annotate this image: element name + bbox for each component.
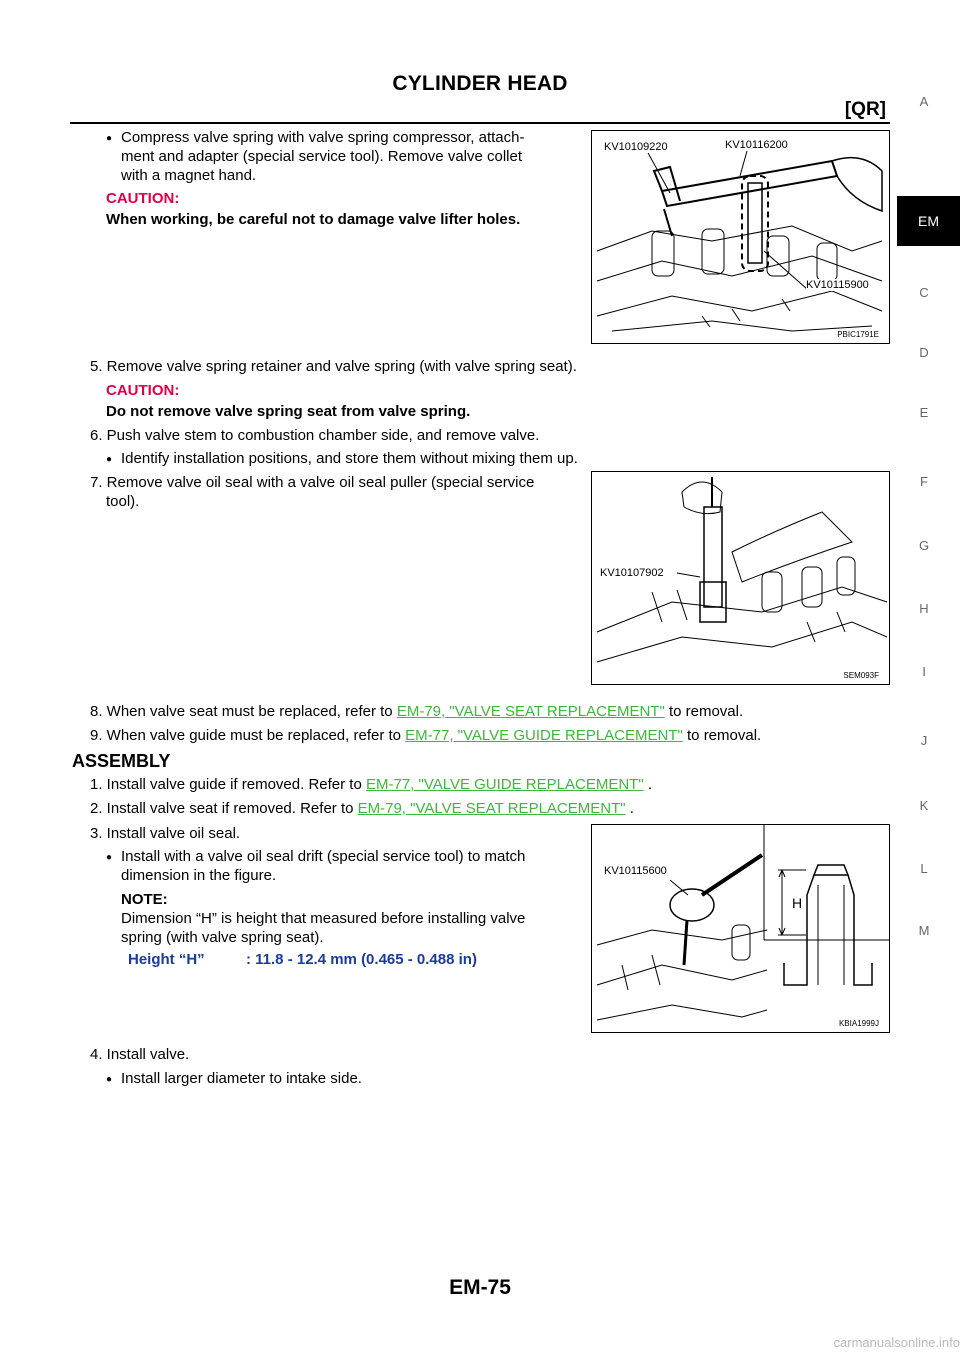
page-title: CYLINDER HEAD (392, 72, 568, 95)
caution-2-text: Do not remove valve spring seat from valve spring. (106, 403, 471, 420)
step-6: 6. Push valve stem to combustion chamber side, and remove valve. (90, 427, 540, 444)
caution-1-label: CAUTION: (106, 190, 180, 207)
index-m[interactable]: M (918, 923, 930, 938)
link-valve-seat-replacement[interactable]: EM-79, "VALVE SEAT REPLACEMENT" (396, 703, 665, 720)
height-spec-value: : 11.8 - 12.4 mm (0.465 - 0.488 in) (246, 951, 477, 968)
tool-label-kv10116200: KV10116200 (725, 139, 788, 151)
step-8: 8. When valve seat must be replaced, refer to EM-79, "VALVE SEAT REPLACEMENT" to removal. (90, 703, 744, 720)
section-heading-assembly: ASSEMBLY (72, 751, 171, 771)
figure-code: KBIA1999J (838, 1019, 879, 1028)
index-k[interactable]: K (919, 798, 929, 813)
page-number: EM-75 (449, 1276, 511, 1299)
drift-illustration (592, 825, 889, 1032)
step-9: 9. When valve guide must be replaced, refer to EM-77, "VALVE GUIDE REPLACEMENT" to removal. (90, 727, 762, 744)
caution-1-text: When working, be careful not to damage valve lifter holes. (106, 211, 521, 228)
link-valve-seat-replacement-2[interactable]: EM-79, "VALVE SEAT REPLACEMENT" (357, 800, 626, 817)
index-f[interactable]: F (920, 474, 928, 489)
assembly-step-4-bullet: ● Install larger diameter to intake side. (121, 1069, 362, 1088)
assembly-step-3: 3. Install valve oil seal. (90, 825, 241, 842)
link-valve-guide-replacement[interactable]: EM-77, "VALVE GUIDE REPLACEMENT" (405, 727, 683, 744)
step-5: 5. Remove valve spring retainer and valve spring (with valve spring seat). (90, 358, 577, 375)
note-text: Dimension “H” is height that measured before installing valve spring (with valve spring seat). (121, 910, 526, 946)
index-em-active[interactable]: EM (897, 196, 960, 246)
tool-label-kv10107902: KV10107902 (600, 567, 664, 579)
height-spec-label: Height “H” (128, 951, 205, 968)
assembly-step-3-bullet: ● Install with a valve oil seal drift (special service tool) to match dimension in the figure. (121, 847, 581, 885)
link-valve-guide-replacement-2[interactable]: EM-77, "VALVE GUIDE REPLACEMENT" (365, 776, 644, 793)
step-compress-valve-spring: ● Compress valve spring with valve spring compressor, attach- ment and adapter (special service tool). Remove valve collet with a magnet hand. (121, 128, 581, 185)
figure-code: PBIC1791E (837, 330, 879, 339)
index-c[interactable]: C (919, 285, 929, 300)
index-a[interactable]: A (919, 94, 929, 109)
assembly-step-4: 4. Install valve. (90, 1046, 190, 1063)
index-h[interactable]: H (919, 601, 929, 616)
header-rule (70, 122, 890, 124)
caution-2-label: CAUTION: (106, 382, 180, 399)
assembly-step-1: 1. Install valve guide if removed. Refer to EM-77, "VALVE GUIDE REPLACEMENT" . (90, 776, 652, 793)
index-d[interactable]: D (919, 345, 929, 360)
figure-valve-oil-seal-drift (591, 824, 890, 1033)
tool-label-kv10115600: KV10115600 (604, 865, 667, 877)
index-e[interactable]: E (919, 405, 929, 420)
figure-code: SEM093F (843, 671, 879, 680)
index-j[interactable]: J (920, 733, 928, 748)
note-label: NOTE: (121, 891, 168, 908)
assembly-step-2: 2. Install valve seat if removed. Refer to EM-79, "VALVE SEAT REPLACEMENT" . (90, 800, 634, 817)
figure-valve-spring-compressor (591, 130, 890, 344)
step-6-bullet: ● Identify installation positions, and store them without mixing them up. (121, 449, 578, 468)
index-g[interactable]: G (918, 538, 930, 553)
step-7: 7. Remove valve oil seal with a valve oil seal puller (special service tool). (90, 474, 535, 510)
index-i[interactable]: I (922, 664, 926, 679)
engine-code: [QR] (844, 99, 886, 120)
compressor-illustration (592, 131, 889, 343)
figure-valve-oil-seal-puller (591, 471, 890, 685)
tool-label-kv10115900: KV10115900 (806, 279, 869, 291)
watermark: carmanualsonline.info (833, 1335, 960, 1350)
index-l[interactable]: L (920, 861, 928, 876)
dimension-h-label: H (792, 895, 803, 911)
tool-label-kv10109220: KV10109220 (604, 141, 668, 153)
